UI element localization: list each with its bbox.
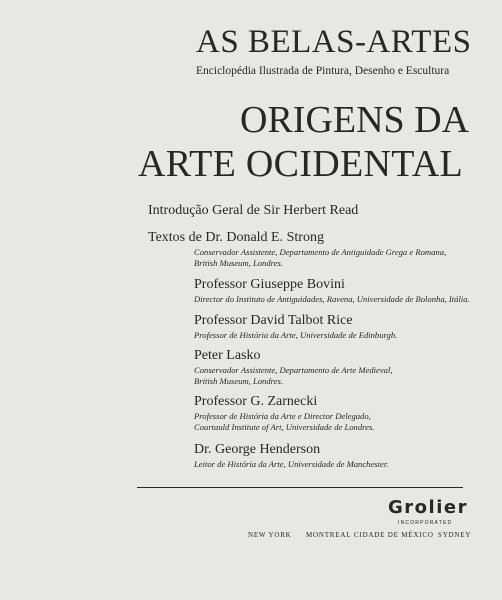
book-title-line-2: ARTE OCIDENTAL	[138, 143, 463, 185]
introduction-credit: Introdução Geral de Sir Herbert Read	[148, 203, 359, 218]
city: CIDADE DE MÉXICO	[354, 531, 434, 539]
series-title: AS BELAS-ARTES	[196, 24, 472, 60]
texts-credit: Textos de Dr. Donald E. Strong	[148, 230, 324, 245]
publisher-logo: Grolier	[388, 497, 468, 518]
city: NEW YORK	[248, 531, 292, 539]
author-name: Dr. George Henderson	[194, 442, 321, 457]
author-role: Conservador Assistente, Departamento de Antiguidade Grega e Romana,	[194, 247, 447, 257]
city: SYDNEY	[438, 531, 472, 539]
author-block	[194, 276, 470, 305]
city: MONTREAL	[306, 531, 352, 539]
author-role: Conservador Assistente, Departamento de Arte Medieval,	[194, 365, 393, 375]
author-role: Director do Instituto de Antiguidades, Ravena, Universidade de Bolonha, Itália.	[194, 294, 470, 304]
author-block	[194, 441, 388, 470]
author-role: Professor de História da Arte, Universidade de Edinburgh.	[194, 330, 398, 340]
author-name: Peter Lasko	[194, 348, 261, 363]
author-role: Courtauld Institute of Art, Universidade de Londres.	[194, 422, 375, 432]
author-block	[194, 312, 397, 341]
publisher-suffix: INCORPORATED	[398, 520, 453, 526]
author-strong-roles	[194, 247, 446, 269]
author-block	[194, 393, 374, 433]
book-title-line-1: ORIGENS DA	[240, 99, 470, 141]
author-role: British Museum, Londres.	[194, 376, 283, 386]
author-role: British Museum, Londres.	[194, 258, 283, 268]
author-block	[194, 347, 393, 387]
divider-rule	[137, 487, 463, 488]
author-name: Professor David Talbot Rice	[194, 313, 353, 328]
author-name: Professor Giuseppe Bovini	[194, 277, 345, 292]
author-role: Professor de História da Arte e Director Delegado,	[194, 411, 371, 421]
author-name: Professor G. Zarnecki	[194, 394, 318, 409]
series-subtitle: Enciclopédia Ilustrada de Pintura, Desenho e Escultura	[196, 65, 450, 77]
author-role: Leitor de História da Arte, Universidade de Manchester.	[194, 459, 389, 469]
